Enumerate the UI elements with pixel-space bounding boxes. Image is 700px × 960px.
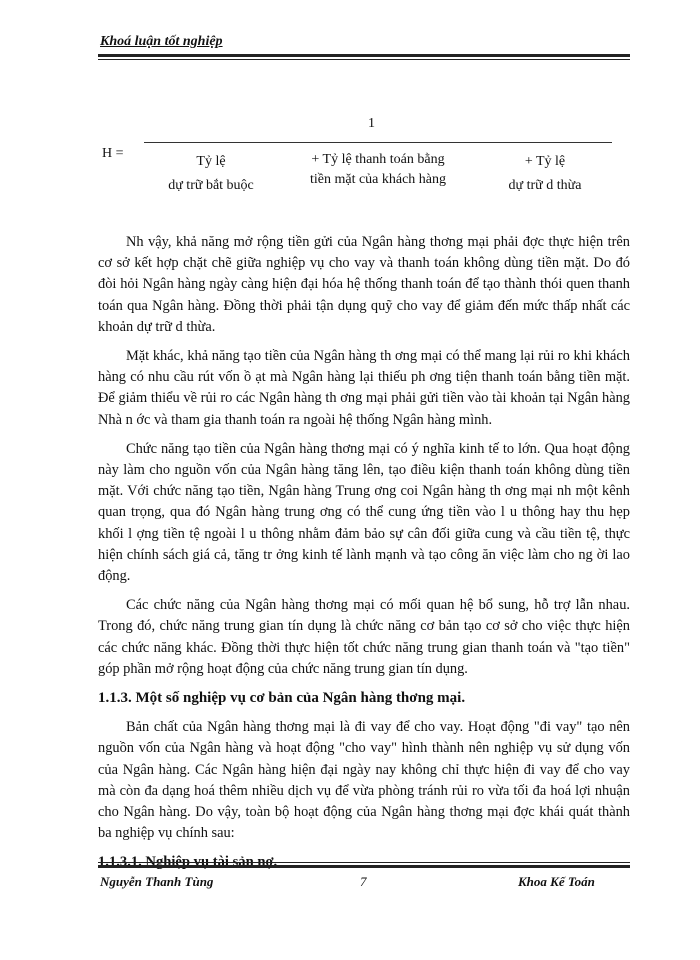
body-paragraph: Mặt khác, khả năng tạo tiền của Ngân hàng th ơng mại có thể mang lại rủi ro khi khách hàng có nhu cầu rút vốn ồ ạt mà Ngân hàng lại thiếu ph ơng tiện thanh toán bằng tiền mặt. Để giảm thiểu về rủi ro các Ngân hàng th ơng mại phải gửi tiền vào tài khoản tại Ngân hàng Nhà n ớc và tham gia thanh toán ra ngoài hệ thống Ngân hàng mình. <box>98 348 630 428</box>
body-paragraph: Các chức năng của Ngân hàng thơng mại có mối quan hệ bổ sung, hỗ trợ lẫn nhau. Trong đó, chức năng trung gian tín dụng là chức năng cơ bản tạo cơ sở cho việc thực hiện các chức năng khác. Đồng thời thực hiện tốt chức năng trung gian thanh toán và "tạo tiền" góp phần mở rộng hoạt động của chức năng trung gian tín dụng. <box>98 597 630 677</box>
term-line: + Tỷ lệ thanh toán bằng <box>311 152 445 167</box>
page-number: 7 <box>360 874 367 889</box>
formula-term-excess-reserve <box>490 150 600 198</box>
term-line: tiền mặt của khách hàng <box>309 172 447 187</box>
subsection-heading <box>98 852 630 873</box>
body-paragraph: Nh vậy, khả năng mở rộng tiền gửi của Ngân hàng thơng mại phải đợc thực hiện trên cơ sở kết hợp chặt chẽ giữa nghiệp vụ cho vay và thanh toán không dùng tiền mặt. Do đó đòi hỏi Ngân hàng ngày càng hiện đại hóa hệ thống thanh toán để tạo thành thói quen thanh toán qua Ngân hàng. Đồng thời phải tận dụng quỹ cho vay để giảm đến mức thấp nhất các khoản dự trữ d thừa. <box>98 234 630 335</box>
term-line: dự trữ d thừa <box>508 178 582 193</box>
body-paragraph: Chức năng tạo tiền của Ngân hàng thơng mại có ý nghĩa kinh tế to lớn. Qua hoạt động này làm cho nguồn vốn của Ngân hàng tăng lên, tạo điều kiện thanh toán không dùng tiền mặt. Với chức năng tạo tiền, Ngân hàng Trung ơng coi Ngân hàng th ơng mại nh một kênh quan trọng, qua đó Ngân hàng trung ơng có thể cung ứng tiền vào l u thông hay thu hẹp khối l ợng tiền tệ ngoài l u thông nhằm đảm bảo sự cân đối giữa cung và cầu tiền tệ, thực hiện chính sách giá cả, tăng tr ởng kinh tế lành mạnh và tạo công ăn việc làm cho ng ời lao động. <box>98 440 630 585</box>
footer-department: Khoa Kế Toán <box>518 874 595 889</box>
footer-rule-thick <box>98 865 630 868</box>
term-line: dự trữ bắt buộc <box>168 178 254 193</box>
footer-rule-thin <box>98 862 630 863</box>
formula-numerator: 1 <box>368 116 375 131</box>
term-line: + Tỷ lệ <box>524 154 566 169</box>
section-heading: 1.1.3. Một số nghiệp vụ cơ bản của Ngân hàng thơng mại. <box>98 690 466 707</box>
footer-author: Nguyễn Thanh Tùng <box>100 874 214 889</box>
term-line: Tỷ lệ <box>196 154 226 169</box>
document-header-title: Khoá luận tốt nghiệp <box>100 34 223 49</box>
formula-term-cash-payment <box>288 150 468 190</box>
document-body <box>98 232 630 874</box>
fraction-bar <box>144 142 612 143</box>
header-rule-thick <box>98 54 630 57</box>
money-multiplier-formula <box>100 110 620 200</box>
formula-lhs: H = <box>102 146 124 161</box>
formula-term-required-reserve <box>156 150 266 198</box>
body-paragraph: Bản chất của Ngân hàng thơng mại là đi vay để cho vay. Hoạt động "đi vay" tạo nên nguồn vốn của Ngân hàng và hoạt động "cho vay" hình thành nên nghiệp vụ sử dụng vốn của Ngân hàng. Các Ngân hàng hiện đại ngày nay không chỉ thực hiện đi vay để cho vay mà còn đa dạng hoá thêm nhiều dịch vụ để vừa phòng tránh rủi ro vừa tối đa hoá lợi nhuận cho Ngân hàng. Do vậy, toàn bộ hoạt động của Ngân hàng thơng mại đợc khái quát thành ba nghiệp vụ chính sau: <box>98 719 630 842</box>
header-rule-thin <box>98 59 630 60</box>
